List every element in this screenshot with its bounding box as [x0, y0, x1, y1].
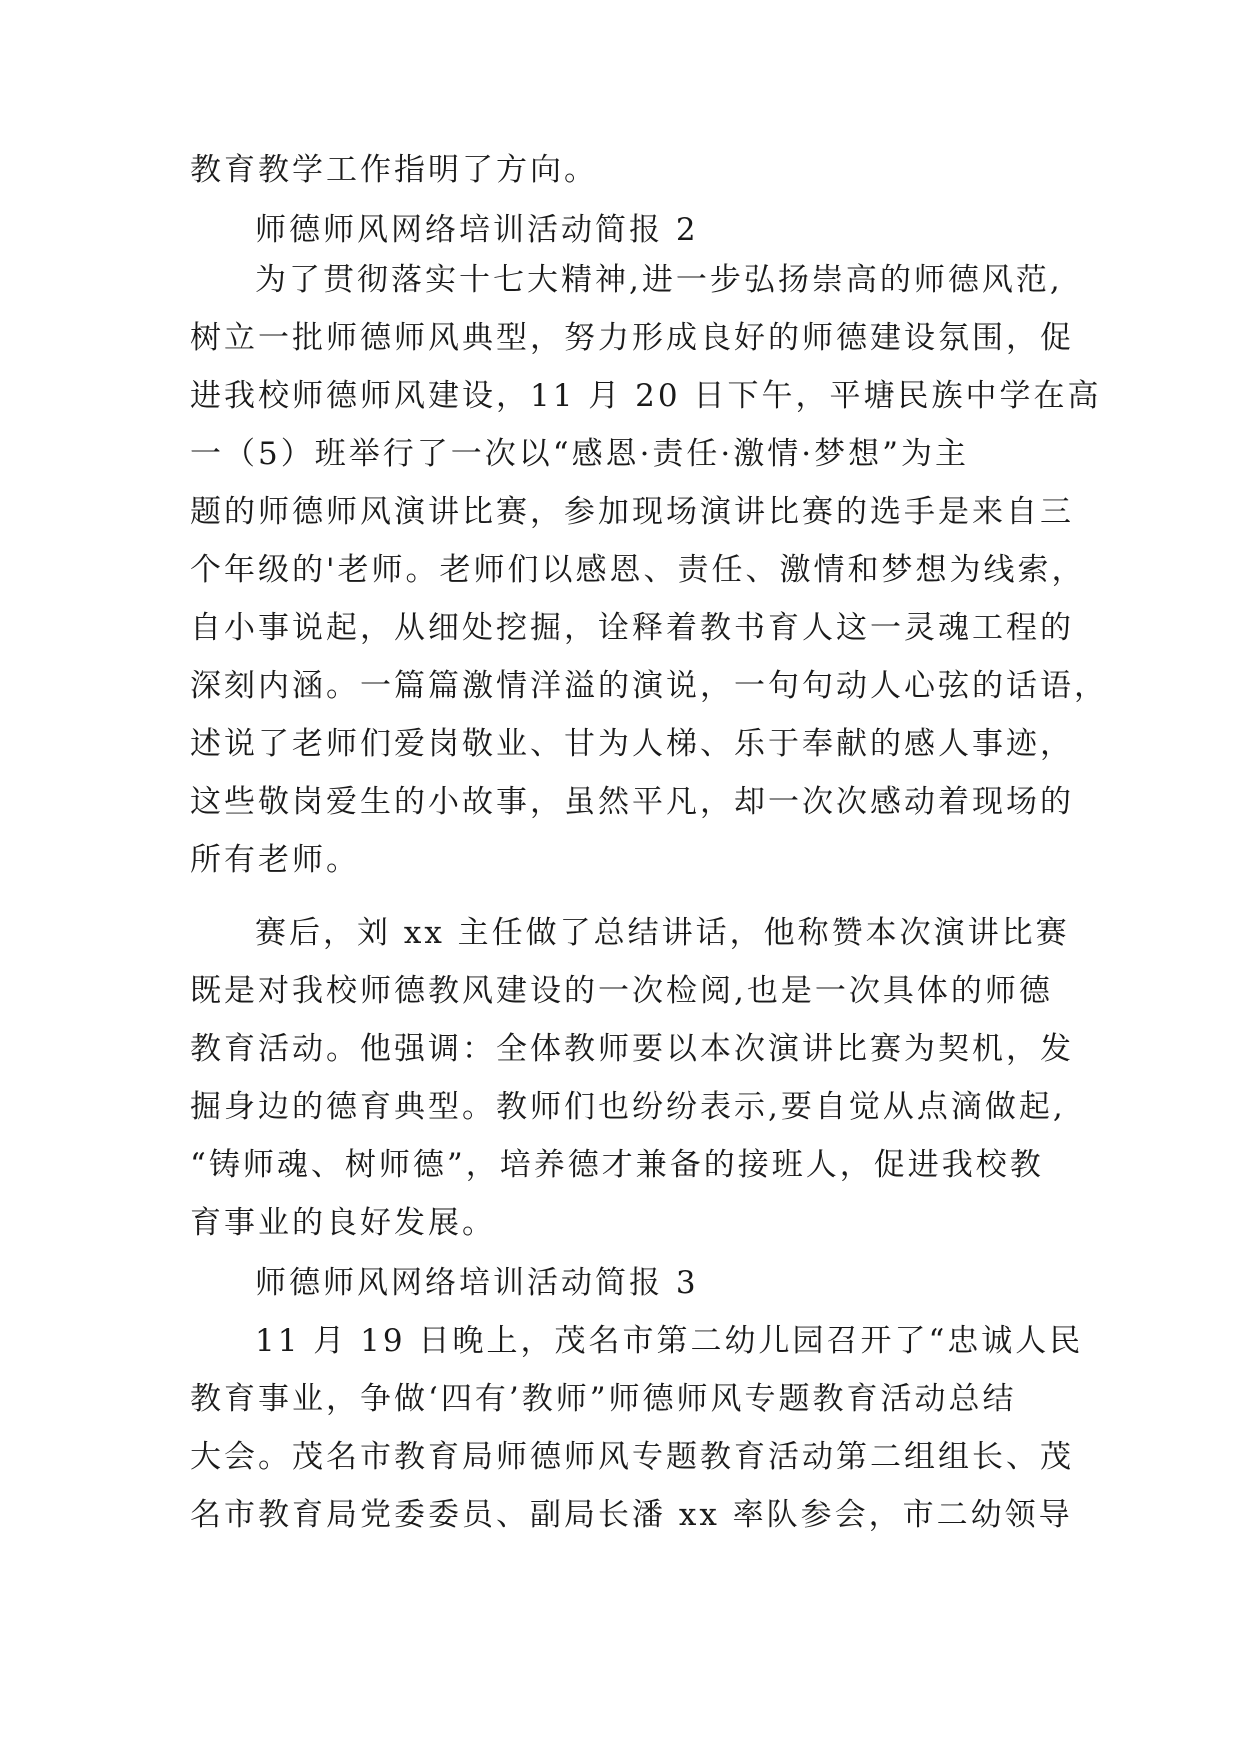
text-line: 掘身边的德育典型。教师们也纷纷表示,要自觉从点滴做起,	[190, 1089, 1066, 1125]
text-line: 赛后，刘 xx 主任做了总结讲话，他称赞本次演讲比赛	[255, 915, 1070, 951]
text-line: 一（5）班举行了一次以“感恩·责任·激情·梦想”为主	[190, 436, 969, 472]
text-line: 教育活动。他强调：全体教师要以本次演讲比赛为契机，发	[190, 1031, 1074, 1067]
text-line: 教育事业，争做‘四有’教师”师德师风专题教育活动总结	[190, 1381, 1017, 1417]
text-line: 为了贯彻落实十七大精神,进一步弘扬崇高的师德风范,	[255, 262, 1063, 298]
text-line: “铸师魂、树师德”，培养德才兼备的接班人，促进我校教	[190, 1147, 1044, 1183]
text-line: 个年级的'老师。老师们以感恩、责任、激情和梦想为线索，	[190, 552, 1086, 588]
text-line: 深刻内涵。一篇篇激情洋溢的演说，一句句动人心弦的话语，	[190, 668, 1108, 704]
text-line: 育事业的良好发展。	[190, 1205, 496, 1241]
text-line: 这些敬岗爱生的小故事，虽然平凡，却一次次感动着现场的	[190, 784, 1074, 820]
text-line: 教育教学工作指明了方向。	[190, 152, 598, 188]
text-line: 既是对我校师德教风建设的一次检阅,也是一次具体的师德	[190, 973, 1053, 1009]
text-line: 大会。茂名市教育局师德师风专题教育活动第二组组长、茂	[190, 1439, 1074, 1475]
text-line: 名市教育局党委委员、副局长潘 xx 率队参会，市二幼领导	[190, 1497, 1073, 1533]
text-line: 自小事说起，从细处挖掘，诠释着教书育人这一灵魂工程的	[190, 610, 1074, 646]
section-heading-3: 师德师风网络培训活动简报 3	[255, 1265, 699, 1301]
text-line: 述说了老师们爱岗敬业、甘为人梯、乐于奉献的感人事迹，	[190, 726, 1074, 762]
text-line: 11 月 19 日晚上，茂名市第二幼儿园召开了“忠诚人民	[255, 1323, 1084, 1359]
text-line: 题的师德师风演讲比赛，参加现场演讲比赛的选手是来自三	[190, 494, 1074, 530]
text-line: 所有老师。	[190, 842, 360, 878]
text-line: 进我校师德师风建设，11 月 20 日下午，平塘民族中学在高	[190, 378, 1102, 414]
section-heading-2: 师德师风网络培训活动简报 2	[255, 212, 699, 248]
text-line: 树立一批师德师风典型，努力形成良好的师德建设氛围，促	[190, 320, 1074, 356]
